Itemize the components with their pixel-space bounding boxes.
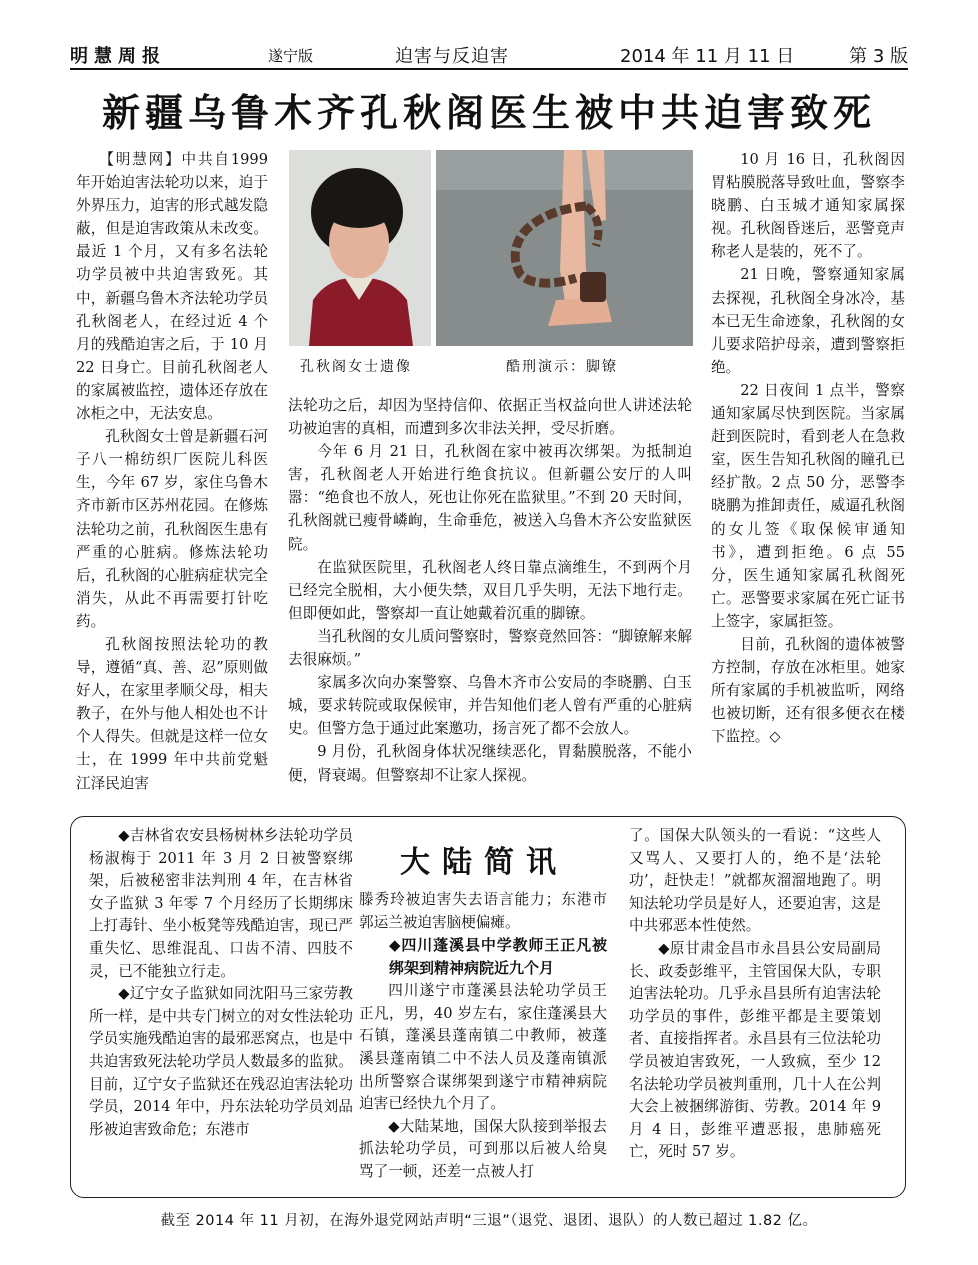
- page-header: [70, 40, 908, 70]
- briefs-title: 大陆简讯: [400, 845, 568, 880]
- briefs-column-right: [629, 825, 881, 1164]
- brief-item: ◆吉林省农安县杨树林乡法轮功学员杨淑梅于 2011 年 3 月 2 日被警察绑架，后被秘密非法判刑 4 年，在吉林省女子监狱 3 年零 7 个月经历了长期绑床上打毒针、坐小板凳等残酷迫害，现已严重失忆、思维混乱、口齿不清、四肢不灵，已不能独立行走。: [89, 827, 353, 980]
- paragraph: 9 月份，孔秋阁身体状况继续恶化，胃黏膜脱落，不能小便，肾衰竭。但警察却不让家人探视。: [288, 743, 692, 784]
- paragraph: 家属多次向办案警察、乌鲁木齐市公安局的李晓鹏、白玉城，要求转院或取保候审，并告知他们老人曾有严重的心脏病史。但警方急于通过此案邀功，扬言死了都不会放人。: [288, 674, 692, 738]
- article-column-right: [711, 148, 905, 748]
- brief-item: ◆辽宁女子监狱如同沈阳马三家劳教所一样，是中共专门树立的对女性法轮功学员实施残酷迫害的最邪恶窝点，也是中共迫害致死法轮功学员人数最多的监狱。目前，辽宁女子监狱还在残忍迫害法轮功学员，2014 年中，丹东法轮功学员刘品彤被迫害致命危；东港市: [89, 985, 353, 1138]
- page-number: 第 3 版: [849, 46, 908, 67]
- paragraph: 孔秋阁女士曾是新疆石河子八一棉纺织厂医院儿科医生，今年 67 岁，家住乌鲁木齐市新市区苏州花园。在修炼法轮功之前，孔秋阁医生患有严重的心脏病。修炼法轮功后，孔秋阁的心脏病症状完全消失，从此不再需要打针吃药。: [76, 428, 268, 630]
- briefs-column-middle: [359, 889, 607, 1184]
- paragraph: 21 日晚，警察通知家属去探视，孔秋阁全身冰冷，基本已无生命迹象，孔秋阁的女儿要求陪护母亲，遭到警察拒绝。: [711, 266, 905, 376]
- paragraph: 今年 6 月 21 日，孔秋阁在家中被再次绑架。为抵制迫害，孔秋阁老人开始进行绝食抗议。但新疆公安厅的人叫嚣：“绝食也不放人，死也让你死在监狱里。”不到 20 天时间，孔秋阁就已瘦骨嶙峋，生命垂危，被送入乌鲁木齐公安监狱医院。: [288, 443, 692, 553]
- paragraph: 法轮功之后，却因为坚持信仰、依据正当权益向世人讲述法轮功被迫害的真相，而遭到多次非法关押，受尽折磨。: [288, 397, 692, 438]
- paragraph: 孔秋阁按照法轮功的教导，遵循“真、善、忍”原则做好人，在家里孝顺父母，相夫教子，在外与他人相处也不计个人得失。但就是这样一位女士，在 1999 年中共前党魁江泽民迫害: [76, 635, 268, 792]
- article-column-middle: [288, 394, 692, 787]
- issue-date: 2014 年 11 月 11 日: [620, 46, 795, 67]
- news-briefs-box: [70, 816, 906, 1198]
- brief-continuation: 了。国保大队领头的一看说：“这些人又骂人、又要打人的，绝不是‘法轮功’，赶快走！”就都灰溜溜地跑了。明知法轮功学员是好人，还要迫害，这是中共邪恶本性使然。: [629, 827, 881, 935]
- newspaper-name: 明慧周报: [70, 46, 166, 67]
- paragraph: 当孔秋阁的女儿质问警察时，警察竟然回答：“脚镣解来解去很麻烦。”: [288, 627, 692, 669]
- brief-headline: ◆四川蓬溪县中学教师王正凡被绑架到精神病院近九个月: [389, 936, 607, 978]
- portrait-caption: 孔秋阁女士遗像: [300, 359, 412, 375]
- edition-label: 遂宁版: [268, 47, 314, 65]
- paragraph: 22 日夜间 1 点半，警察通知家属尽快到医院。当家属赶到医院时，看到老人在急救室，医生告知孔秋阁的瞳孔已经扩散。2 点 50 分，恶警李晓鹏为推卸责任，威逼孔秋阁的女儿签《取保候审通知书》，遭到拒绝。6 点 55 分，医生通知家属孔秋阁死亡。恶警要求家属在死亡证书上签字，家属拒签。: [711, 381, 905, 630]
- article-headline: 新疆乌鲁木齐孔秋阁医生被中共迫害致死: [101, 91, 876, 135]
- article-column-left: [76, 148, 268, 795]
- brief-item: ◆原甘肃金昌市永昌县公安局副局长、政委彭维平，主管国保大队，专职迫害法轮功。几乎永昌县所有迫害法轮功学员的事件，彭维平都是主要策划者、直接指挥者。永昌县有三位法轮功学员被迫害致死，一人致疯，至少 12 名法轮功学员被判重刑，几十人在公判大会上被捆绑游街、劳教。2014 年 9 月 4 日，彭维平遭恶报，患肺癌死亡，死时 57 岁。: [629, 939, 881, 1161]
- shackle-photo: [436, 150, 693, 346]
- brief-item: 四川遂宁市蓬溪县法轮功学员王正凡，男，40 岁左右，家住蓬溪县大石镇，蓬溪县蓬南镇二中教师，被蓬溪县蓬南镇二中不法人员及蓬南镇派出所警察合谋绑架到遂宁市精神病院迫害已经快九个月了。: [359, 982, 607, 1113]
- paragraph: 【明慧网】中共自1999 年开始迫害法轮功以来，迫于外界压力，迫害的形式越发隐蔽，但是迫害政策从未改变。最近 1 个月，又有多名法轮功学员被中共迫害致死。其中，新疆乌鲁木齐法轮功学员孔秋阁老人，在经过近 4 个月的残酷迫害之后，于 10 月 22 日身亡。目前孔秋阁老人的家属被监控，遗体还存放在冰柜之中，无法安息。: [76, 151, 268, 423]
- brief-continuation: 滕秀玲被迫害失去语言能力；东港市郭运兰被迫害脑梗偏瘫。: [359, 891, 607, 931]
- shackle-illustration: [436, 150, 693, 346]
- brief-item: ◆大陆某地，国保大队接到举报去抓法轮功学员，可到那以后被人给臭骂了一顿，还差一点被人打: [359, 1117, 607, 1180]
- footer-note: 截至 2014 年 11 月初，在海外退党网站声明“三退”（退党、退团、退队）的人数已超过 1.82 亿。: [160, 1213, 818, 1229]
- portrait-illustration: [289, 150, 431, 346]
- paragraph: 在监狱医院里，孔秋阁老人终日靠点滴维生，不到两个月已经完全脱相，大小便失禁，双目几乎失明，无法下地行走。但即便如此，警察却一直让她戴着沉重的脚镣。: [288, 558, 692, 622]
- shackle-caption: 酷刑演示：脚镣: [506, 359, 618, 375]
- briefs-column-left: [89, 825, 353, 1141]
- paragraph: 目前，孔秋阁的遗体被警方控制，存放在冰柜里。她家所有家属的手机被监听，网络也被切断，还有很多便衣在楼下监控。◇: [711, 635, 905, 746]
- paragraph: 10 月 16 日，孔秋阁因胃粘膜脱落导致吐血，警察李晓鹏、白玉城才通知家属探视。孔秋阁昏迷后，恶警竟声称老人是装的，死不了。: [711, 151, 905, 261]
- portrait-photo: [289, 150, 431, 346]
- section-label: 迫害与反迫害: [395, 46, 509, 67]
